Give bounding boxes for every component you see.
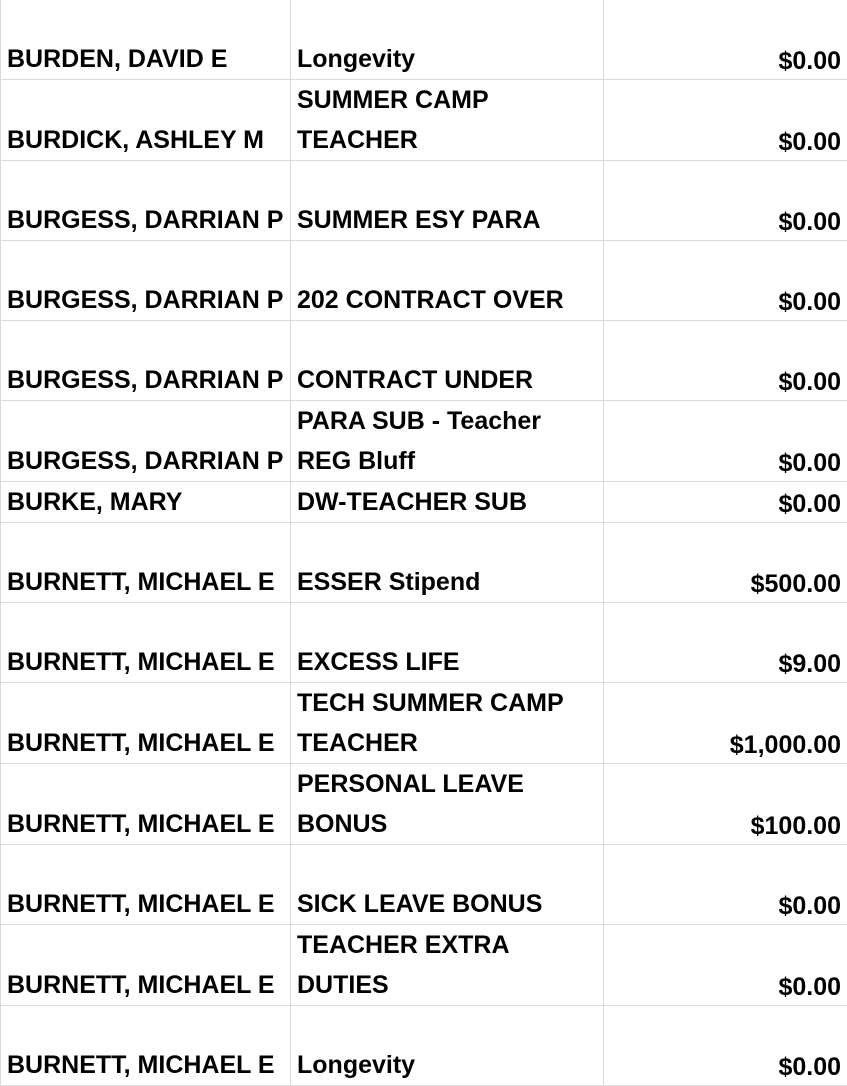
table-row	[1, 764, 847, 845]
employee-name-cell: BURDEN, DAVID E	[1, 0, 291, 80]
amount-cell	[604, 482, 847, 523]
amount-cell	[604, 523, 847, 603]
employee-name-cell: BURNETT, MICHAEL E	[1, 925, 291, 1006]
employee-name-cell: BURNETT, MICHAEL E	[1, 1006, 291, 1086]
table-row	[1, 401, 847, 482]
table-row	[1, 603, 847, 683]
amount-value: $0.00	[610, 484, 841, 523]
pay-item-cell: SICK LEAVE BONUS	[291, 845, 604, 925]
table-row	[1, 482, 847, 523]
employee-name-cell: BURNETT, MICHAEL E	[1, 764, 291, 845]
pay-item-cell: PARA SUB - Teacher REG Bluff	[291, 401, 604, 482]
amount-value: $500.00	[610, 564, 841, 603]
amount-value: $0.00	[610, 122, 841, 161]
table-row	[1, 0, 847, 80]
amount-value: $0.00	[610, 282, 841, 321]
employee-name-cell: BURGESS, DARRIAN P	[1, 241, 291, 321]
table-row	[1, 683, 847, 764]
pay-item-cell: TEACHER EXTRA DUTIES	[291, 925, 604, 1006]
amount-cell	[604, 161, 847, 241]
amount-value: $1,000.00	[610, 725, 841, 764]
amount-value: $100.00	[610, 806, 841, 845]
employee-name-cell: BURNETT, MICHAEL E	[1, 523, 291, 603]
amount-cell	[604, 0, 847, 80]
pay-item-cell: Longevity	[291, 0, 604, 80]
pay-item-cell: SUMMER CAMP TEACHER	[291, 80, 604, 161]
pay-item-cell: ESSER Stipend	[291, 523, 604, 603]
amount-value: $9.00	[610, 644, 841, 683]
amount-cell	[604, 925, 847, 1006]
table-row	[1, 523, 847, 603]
pay-item-cell: SUMMER ESY PARA	[291, 161, 604, 241]
employee-name-cell: BURNETT, MICHAEL E	[1, 603, 291, 683]
amount-cell	[604, 80, 847, 161]
amount-value: $0.00	[610, 202, 841, 241]
amount-cell	[604, 845, 847, 925]
employee-name-cell: BURKE, MARY	[1, 482, 291, 523]
amount-cell	[604, 1006, 847, 1086]
employee-name-cell: BURNETT, MICHAEL E	[1, 683, 291, 764]
amount-cell	[604, 241, 847, 321]
table-row	[1, 845, 847, 925]
table-row	[1, 241, 847, 321]
employee-name-cell: BURNETT, MICHAEL E	[1, 845, 291, 925]
pay-item-cell: DW-TEACHER SUB	[291, 482, 604, 523]
table-row	[1, 925, 847, 1006]
amount-value: $0.00	[610, 967, 841, 1006]
amount-value: $0.00	[610, 1047, 841, 1086]
table-row	[1, 321, 847, 401]
amount-value: $0.00	[610, 41, 841, 80]
pay-item-cell: Longevity	[291, 1006, 604, 1086]
pay-item-cell: PERSONAL LEAVE BONUS	[291, 764, 604, 845]
table-row	[1, 1006, 847, 1086]
employee-name-cell: BURDICK, ASHLEY M	[1, 80, 291, 161]
amount-cell	[604, 603, 847, 683]
table-row	[1, 80, 847, 161]
employee-name-cell: BURGESS, DARRIAN P	[1, 161, 291, 241]
pay-item-cell: EXCESS LIFE	[291, 603, 604, 683]
amount-cell	[604, 401, 847, 482]
employee-name-cell: BURGESS, DARRIAN P	[1, 321, 291, 401]
amount-value: $0.00	[610, 443, 841, 482]
amount-cell	[604, 683, 847, 764]
employee-name-cell: BURGESS, DARRIAN P	[1, 401, 291, 482]
amount-cell	[604, 764, 847, 845]
table-row	[1, 161, 847, 241]
amount-value: $0.00	[610, 886, 841, 925]
amount-value: $0.00	[610, 362, 841, 401]
pay-item-cell: 202 CONTRACT OVER	[291, 241, 604, 321]
pay-item-cell: CONTRACT UNDER	[291, 321, 604, 401]
amount-cell	[604, 321, 847, 401]
pay-item-cell: TECH SUMMER CAMP TEACHER	[291, 683, 604, 764]
